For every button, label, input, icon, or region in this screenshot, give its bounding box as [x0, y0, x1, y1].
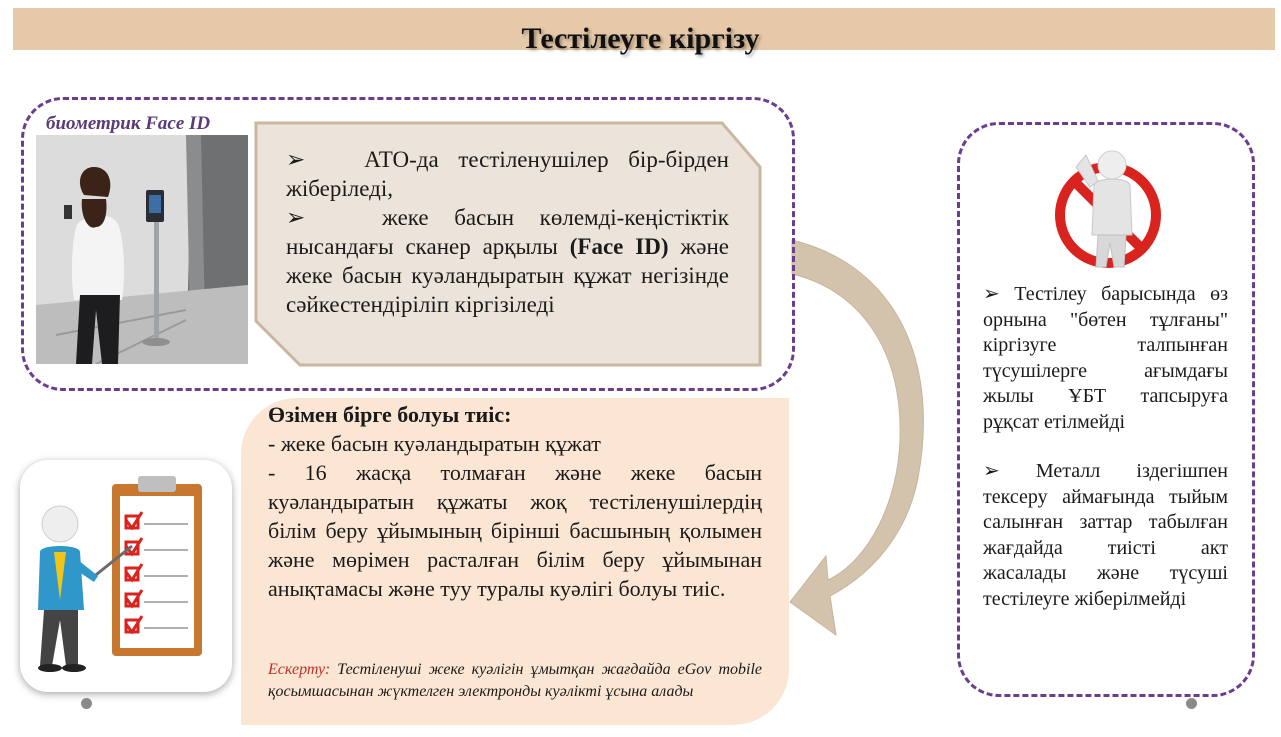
restriction-bullet-1: ➢ Тестілеу барысында өз орнына "бөтен тұлғаны" кіргізуге талпынған түсушілерге ағымдағы жылы ҰБТ тапсыруға рұқсат етілмейді: [983, 283, 1228, 433]
checklist-person-icon: [20, 460, 232, 692]
requirements-heading: Өзімен бірге болуы тиіс:: [268, 402, 512, 427]
requirement-item-1: - жеке басын куәландыратын құжат: [268, 431, 601, 456]
decor-dot-left: [81, 698, 92, 709]
restriction-bullet-2: ➢ Металл іздегішпен тексеру аймағында тыйым салынған заттар табылған жағдайда тиісті акт жасалады және түсуші тестілеуге жіберілмейді: [983, 460, 1228, 610]
procedure-bullet-1: ➢ АТО-да тестіленушілер бір-бірден жіберіледі,: [286, 147, 729, 201]
page-title: Тестілеуге кіргізу: [521, 22, 760, 55]
decor-dot-right: [1186, 698, 1197, 709]
admission-procedure-text: [286, 145, 729, 319]
procedure-bullet-2: ➢ жеке басын көлемді-кеңістіктік нысандағы сканер арқылы (Face ID) және жеке басын куәландыратын құжат негізінде сәйкестендіріліп кіргізіледі: [286, 205, 729, 317]
restrictions-text: [983, 282, 1228, 636]
checklist-illustration: [20, 460, 232, 692]
requirement-item-2: - 16 жасқа толмаған және жеке басын куәландыратын құжаты жоқ тестіленушілердің білім беру ұйымының бірінші басшының қолымен және мөрімен расталған білім беру ұйымынан анықтамасы және туу туралы куәлігі болуы тиіс.: [268, 460, 762, 601]
prohibition-icon: [1050, 135, 1170, 275]
requirements-text: [268, 400, 762, 603]
requirements-note: [268, 659, 762, 703]
note-text: Тестіленуші жеке куәлігін ұмытқан жағдайда eGov mobile қосымшасынан жүктелген электронды куәлікті ұсына алады: [268, 661, 762, 700]
face-id-scanner-photo: [36, 135, 248, 364]
face-id-caption: биометрик Face ID: [46, 113, 211, 134]
note-label: Ескерту:: [268, 661, 331, 678]
